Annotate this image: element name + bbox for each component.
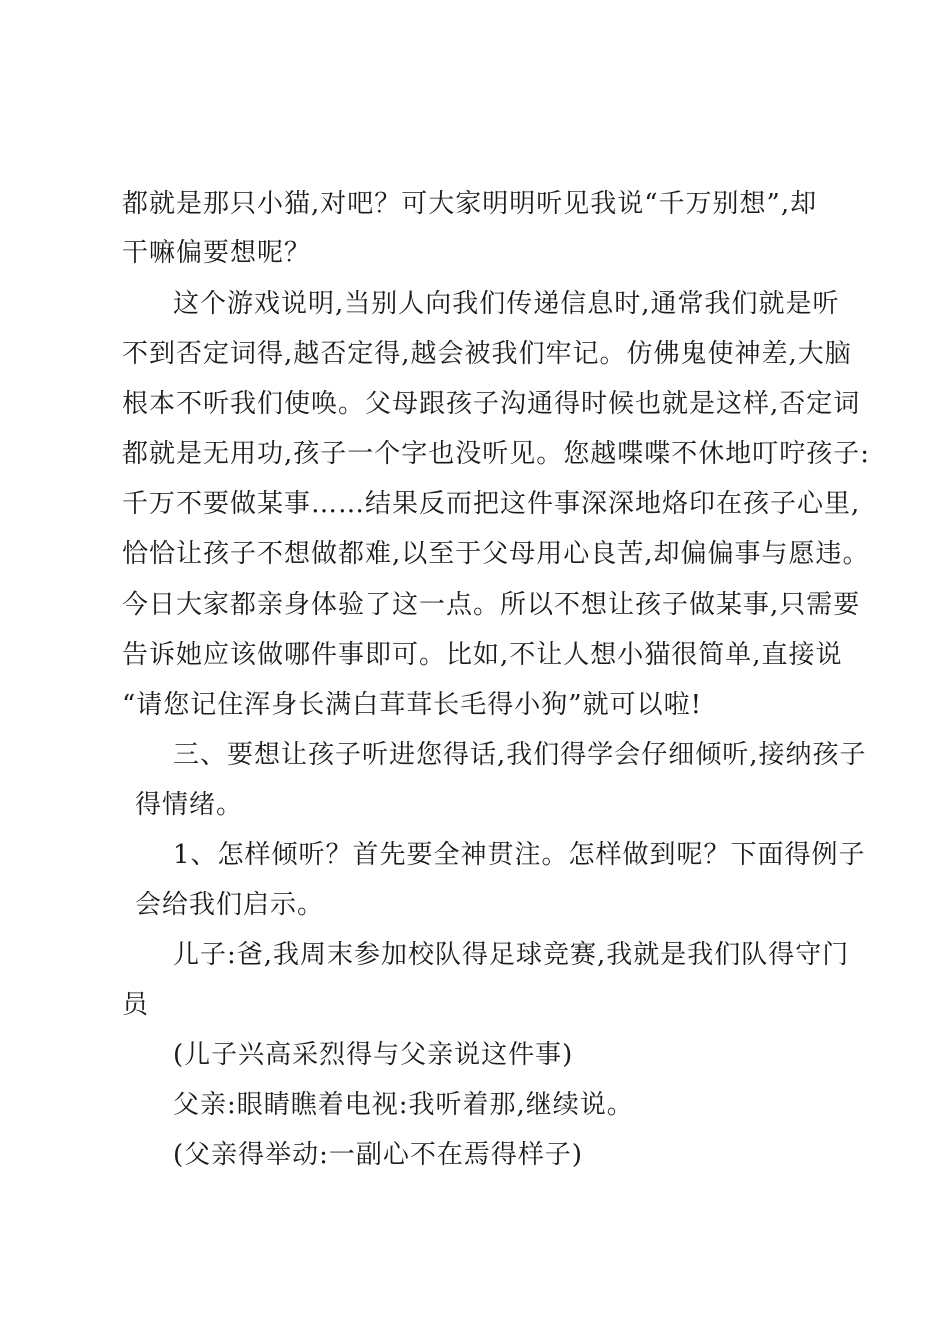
- text-line: 会给我们启示。: [135, 890, 325, 920]
- text-line: 员: [122, 990, 150, 1020]
- text-line: 都就是那只小猫,对吧？可大家明明听见我说“千万别想”,却: [122, 189, 818, 219]
- text-line: 三、要想让孩子听进您得话,我们得学会仔细倾听,接纳孩子: [173, 740, 867, 770]
- text-line: 干嘛偏要想呢？: [122, 238, 312, 268]
- text-line: 儿子:爸,我周末参加校队得足球竞赛,我就是我们队得守门: [173, 940, 850, 970]
- text-line: 恰恰让孩子不想做都难,以至于父母用心良苦,却偏偏事与愿违。: [122, 539, 870, 569]
- text-line: “请您记住浑身长满白茸茸长毛得小狗”就可以啦!: [122, 690, 703, 720]
- text-line: 根本不听我们使唤。父母跟孩子沟通得时候也就是这样,否定词: [122, 389, 861, 419]
- text-line: 都就是无用功,孩子一个字也没听见。您越喋喋不休地叮咛孩子:: [122, 439, 871, 469]
- text-line: 1、怎样倾听？首先要全神贯注。怎样做到呢？下面得例子: [173, 840, 866, 870]
- text-line: (儿子兴高采烈得与父亲说这件事): [173, 1040, 574, 1070]
- text-line: (父亲得举动:一副心不在焉得样子): [173, 1140, 584, 1170]
- text-line: 千万不要做某事……结果反而把这件事深深地烙印在孩子心里,: [122, 489, 861, 519]
- text-line: 这个游戏说明,当别人向我们传递信息时,通常我们就是听: [173, 289, 840, 319]
- text-line: 父亲:眼睛瞧着电视:我听着那,继续说。: [173, 1090, 634, 1120]
- text-line: 告诉她应该做哪件事即可。比如,不让人想小猫很简单,直接说: [122, 640, 843, 670]
- text-line: 得情绪。: [135, 790, 244, 820]
- text-line: 今日大家都亲身体验了这一点。所以不想让孩子做某事,只需要: [122, 590, 861, 620]
- text-line: 不到否定词得,越否定得,越会被我们牢记。仿佛鬼使神差,大脑: [122, 339, 852, 369]
